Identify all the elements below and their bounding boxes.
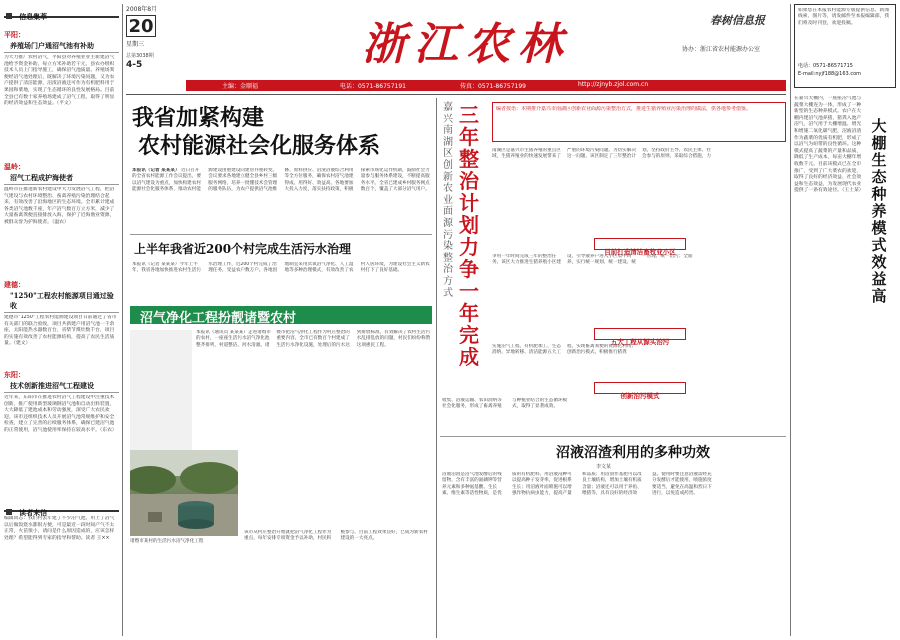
headline-char: 力 — [459, 235, 479, 259]
headline-char: 一 — [459, 279, 479, 303]
left-item-title: "1250"工程农村能源项目通过验收 — [10, 291, 114, 310]
info-editor: 主编：金顺福 — [222, 83, 259, 90]
vertical-char: 染 — [443, 241, 453, 253]
headline-char: 生 — [871, 151, 887, 169]
left-item-body: 近年来，东阳市在推进农村沼气工程建设中注重技术创新，推广使用新型玻璃钢沼气池和自动出料装置，大大降低了建池成本和劳动强度，深受广大农民欢迎。该市还组织技术人员开展沼气池常规维护和安全检查，建立了完善的后续服务体系，确保已建沼气池的正常使用，沼气池使用率保持在较高水平。（东农） — [4, 395, 117, 433]
left-item-body: 为大力推广农村沼气，平阳县对养殖业业主新建沼气池给予资金补助，每立方米补助若干元，县农办组织技术人员上门指导施工，确保沼气池质量。养殖场粪便经沼气池处理后，既解决了环境污染问题，又为农户提供了清洁能源，沼渣沼液还可作为有机肥料用于果园和菜地，实现了生态循环的良性发展格局。目前全县已有数十家养殖场建成了沼气工程，取得了明显的经济效益和生态效益。（平文） — [4, 55, 115, 107]
left-item-heading — [4, 272, 119, 313]
feature-sub3: 创新治污模式 — [620, 392, 660, 400]
headline-char: 大 — [871, 117, 887, 135]
headline-char: 三 — [459, 103, 479, 127]
date-box — [126, 4, 172, 88]
headline-char: 完 — [459, 323, 479, 347]
right-body: 在嘉兴大棚内，一座座沼气池与蔬菜大棚连为一体，形成了一种新型的生态种养模式。农户在大棚内建沼气池养猪，猪粪入池产沼气，沼气用于大棚增温、增光和增施二氧化碳气肥，沼液沼渣作为蔬菜的优质有机肥，形成了以沼气为纽带的良性循环。这种模式提高了蔬菜的产量和品质，降低了生产成本，每亩大棚年增收数千元。目前该模式已在全市推广，受到了广大菜农的欢迎，取得了良好的经济效益、社会效益和生态效益，为发展现代农业提供了一条有效途径。（王土某） — [794, 96, 864, 194]
vertical-char: 兴 — [443, 113, 453, 125]
vertical-char: 嘉 — [443, 102, 453, 113]
reader-letter-title: 读者来信 — [19, 508, 48, 517]
left-header-bar — [4, 4, 119, 21]
feature-sub3-box — [594, 382, 686, 400]
date-day: 20 — [126, 15, 156, 37]
left-header-icon — [6, 13, 12, 19]
masthead — [126, 4, 786, 92]
main-rule — [130, 234, 432, 235]
vertical-char: 区 — [443, 148, 453, 160]
masthead-rule — [126, 94, 786, 95]
publisher-label: 协办：浙江省农村能源办公室 — [682, 46, 761, 53]
sponsor-logo: 春树信息报 — [710, 14, 765, 27]
photo-caption: 诸暨市某村的生活污水沼气净化工程 — [130, 539, 204, 544]
left-item-title: 养殖场门户通沼气池有补助 — [10, 41, 94, 50]
reader-letter-body: 编辑同志：我们村去年建了不少沼气池，用上了沼气以后做饭烧水都很方便，可是最近一段时间产气不太正常，火苗很小，请问是什么原因造成的，应该怎样处理？希望能得到专家的指导和帮助。读者 王×× — [4, 516, 115, 541]
sub-headline: 上半年我省近200个村完成生活污水治理 — [134, 242, 352, 256]
left-item — [4, 362, 119, 496]
headline-char: 态 — [871, 168, 887, 186]
bottom-byline: 李文某 — [596, 464, 612, 470]
right-divider — [790, 4, 791, 636]
vertical-char: 南 — [443, 125, 453, 137]
photo-biogas-facility — [130, 450, 238, 536]
vertical-char: 面 — [443, 206, 453, 218]
headline-char: 计 — [459, 191, 479, 215]
feature-body-mid — [492, 254, 786, 316]
bottom-body-text: 沼液沼渣是沼气池发酵后的残留物，含有丰富的氮磷钾等营养元素和多种氨基酸、生长素、维生素等活性物质，是优质的有机肥料。用沼液浸种可以提高种子发芽率，促进根系生长；用沼液叶面喷施可以增强作物抗病虫能力，提高产量和品质；用沼渣作基肥可以改良土壤结构，增加土壤有机质含量；沼液还可以用于养鱼、喂猪等，具有良好的经济效益。使用时要注意沼液需经充分发酵后才能使用，喷施浓度要适当，避免在高温和烈日下进行，以免造成药害。 — [442, 472, 712, 496]
left-item-heading — [4, 362, 119, 393]
sub-article-body: 本报讯（记者 某某某）今年上半年，我省各地加快推进农村生活污水治理工作，近200个村完成了治理任务，受益农户数万户。各地因地制宜采用厌氧沼气净化、人工湿地等多种治理模式，有效改善了农村人居环境，为建设社会主义新农村打下了良好基础。 — [132, 262, 430, 274]
left-item-title: 技术创新推进沼气工程建设 — [10, 381, 94, 390]
photo-right-body: 该市从村庄整治开始就把沼气净化工程作为重点，每年安排专项资金予以补助，村民积极参与，目前工程效果良好，已成为新农村建设的一大亮点。 — [244, 530, 428, 542]
main-headline — [132, 104, 432, 160]
feature-intro: 编者按语：本期推介嘉兴市南湖区创新农业面源污染整治方式，推进生猪养殖业污染治理的做法，供各地参考借鉴。 — [496, 106, 752, 112]
vertical-char: 业 — [443, 194, 453, 206]
right-phone: 电话：0571-86571715 — [798, 63, 853, 69]
main-headline-line1: 我省加紧构建 — [132, 105, 265, 131]
feature-intro-box — [492, 102, 786, 142]
feature-sub1: 目前打造清洁畜牧业小区 — [604, 248, 676, 256]
feature-body-text: 争用一年时间完成三年的整治任务。该区大力推进生猪养殖小区建设，引导散养户进入小区集中饲养，实行统一规划、统一建设、统一管理、统一治污；全面 — [492, 254, 693, 266]
main-article-body — [132, 168, 432, 230]
left-item-place: 建德： — [4, 281, 25, 289]
headline-char: 整 — [459, 147, 479, 171]
right-notice-box — [794, 4, 896, 88]
right-notice: 如果您在本报农村能源专版提供信息、新闻线索、图片等，请发邮件至本报编辑部，我们将及时刊登，欢迎投稿。 — [798, 8, 890, 26]
info-fax: 传真：0571-86757199 — [460, 83, 526, 90]
headline-char: 年 — [459, 301, 479, 325]
vertical-char: 湖 — [443, 136, 453, 148]
headline-char: 划 — [459, 213, 479, 237]
headline-char: 模 — [871, 219, 887, 237]
headline-char: 年 — [459, 125, 479, 149]
headline-char: 种 — [871, 185, 887, 203]
reader-letter-bar — [4, 500, 119, 517]
headline-char: 治 — [459, 169, 479, 193]
date-year-month: 2008年8月 — [126, 6, 158, 13]
vertical-char: 新 — [443, 171, 453, 183]
headline-char: 式 — [871, 236, 887, 254]
bottom-body — [442, 472, 786, 632]
vertical-char: 方 — [443, 275, 453, 287]
headline-char: 高 — [871, 287, 887, 305]
feature-body-text: 实施沼气工程、有机肥加工、生态消纳、异地转移、清洁能源五大工程，实现畜禽粪便的资源化利用；创新治污模式，积极推行猪粪 — [492, 344, 636, 356]
left-item — [4, 22, 119, 150]
headline-char: 棚 — [871, 134, 887, 152]
headline-char: 争 — [459, 257, 479, 281]
reader-letter-icon — [6, 509, 12, 515]
headline-char: 效 — [871, 253, 887, 271]
left-item-place: 东阳： — [4, 371, 25, 379]
vertical-char: 污 — [443, 229, 453, 241]
feature-vertical-subtitle — [442, 102, 454, 338]
feature-body-top — [492, 148, 786, 228]
feature-body-text: 收集、沼液运输、农田消纳等社会化服务，形成了畜禽养殖与种植业结合的生态循环模式，取得了显著成效。 — [442, 398, 568, 410]
feature-big-headline — [458, 104, 480, 404]
main-headline-line2: 农村能源社会化服务体系 — [138, 133, 381, 159]
date-weekday: 星期三 — [126, 41, 145, 48]
vertical-char: 农 — [443, 183, 453, 195]
info-phone: 电话：0571-86757191 — [340, 83, 406, 90]
headline-char: 养 — [871, 202, 887, 220]
left-item-place: 平阳： — [4, 31, 25, 39]
vertical-char: 式 — [443, 287, 453, 299]
feature-sub1-box — [594, 238, 686, 256]
left-item-place: 温岭： — [4, 163, 25, 171]
left-column — [4, 4, 119, 636]
left-item — [4, 154, 119, 268]
left-header-title: 信息集萃 — [19, 12, 48, 21]
left-item-title: 沼气工程成护海使者 — [10, 173, 73, 182]
page-range: 4-5 — [126, 60, 143, 70]
left-item-body: 建德市"1250"工程农村能源建设项目日前通过了省市有关部门的联合验收，项目共新建户用沼气池一千余座，太阳能热水器数百台，省柴节煤灶数千台，项目的实施有效改善了农村能源结构，提高了农民生活质量。（建文） — [4, 315, 117, 347]
left-item-heading — [4, 22, 119, 53]
feature-sub2: 五大工程从源头治污 — [610, 338, 670, 346]
headline-char: 益 — [871, 270, 887, 288]
center-divider — [436, 98, 437, 638]
vertical-char: 源 — [443, 217, 453, 229]
main-body: 近日召开的全省农村能源工作会议提出，要以沼气建设为重点，加快构建农村能源社会化服务体系，推动农村能源建设由重建设向建管并重转变。会议要求各地建立健全县乡村三级服务网络，培养一批懂技术会管理的服务队伍，为农户提供沼气池维修、原料供应、沼渣沼液综合利用等全方位服务，确保农村沼气池建得成、用得好、效益高。各地要加大投入力度，落实扶持政策，积极探索市场化运作机制，鼓励社会力量参与服务体系建设，不断提高服务水平。全省已建成乡村服务网点数百个，覆盖了大部分沼气用户。 — [132, 168, 430, 192]
feature-body-text: 南湖区是嘉兴市生猪养殖的重点区域，生猪养殖业的快速发展带来了严重的环境污染问题。为切实解决这一问题，该区制定了三年整治计划，坚持政府主导、农民主体、社会参与的原则，采取综合措施，力 — [492, 148, 711, 160]
vertical-char: 治 — [443, 264, 453, 276]
feature-sub2-box — [594, 328, 686, 346]
photo-headline: 沼气净化工程扮靓诸暨农村 — [140, 311, 297, 326]
main-byline: 本报讯（记者 某某某） — [132, 168, 180, 173]
left-item-heading — [4, 154, 119, 185]
feature-rule — [440, 436, 786, 437]
right-headline — [868, 118, 890, 418]
bottom-headline: 沼液沼渣利用的多种功效 — [556, 445, 710, 461]
headline-char: 成 — [459, 345, 479, 369]
left-divider — [122, 4, 123, 636]
issue-number: 总第3038期 — [126, 53, 154, 59]
photo-illustration — [130, 450, 238, 536]
info-url[interactable]: http://zjnyb.zjol.com.cn — [578, 81, 649, 88]
feature-body-bottom — [442, 398, 786, 432]
right-email[interactable]: E-mail:nyjf188@163.com — [798, 71, 861, 77]
vertical-char: 整 — [443, 252, 453, 264]
masthead-title: 浙江农林 — [362, 19, 570, 70]
left-item-body: 温岭市在推进新农村建设中大力发展沼气工程，把沼气建设与农村环境整治、畜禽养殖污染治理结合起来，有效改善了沿海地区的生态环境。全市累计建成各类沼气池数千座，年产沼气数百万立方米，减少了大量畜禽粪便直接排放入海，保护了近海渔业资源，被群众誉为护海使者。（温农） — [4, 187, 115, 225]
photo-article-body: 本报讯（通讯员 某某某）走进诸暨市的农村，一座座生活污水沼气净化池整齐排列，村道整洁、河水清澈。诸暨市把沼气净化工程作为村庄整治的重要内容，全市已有数百个村建成了生活污水净化设施，处理后的污水达到排放标准，有效解决了农村生活污水乱排乱放的问题，村民们纷纷称赞这项惠民工程。 — [196, 330, 431, 348]
left-item — [4, 272, 119, 358]
vertical-char: 创 — [443, 159, 453, 171]
